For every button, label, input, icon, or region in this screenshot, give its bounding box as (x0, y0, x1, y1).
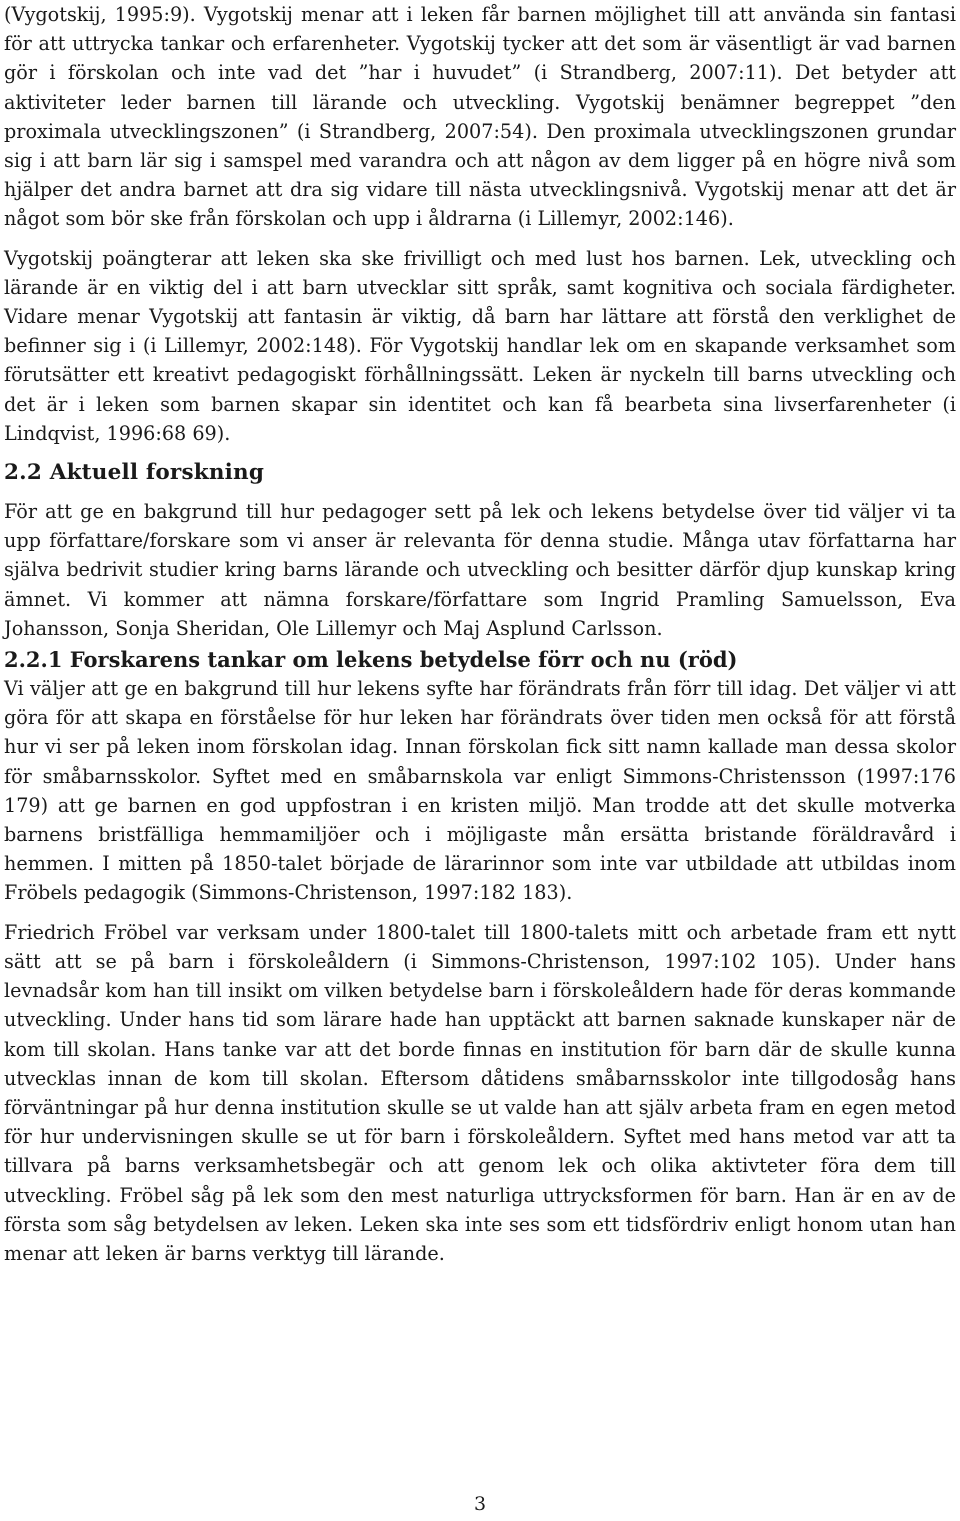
paragraph-spacer (4, 234, 956, 244)
paragraph-vygotskij-intro: (Vygotskij, 1995:9). Vygotskij menar att i leken får barnen möjlighet till att använda sin fantasi för att uttrycka tankar och erfarenheter. Vygotskij tycker att det som är väsentligt är vad barnen gör i förskolan och inte vad det ”har i huvudet” (i Strandberg, 2007:11). Det betyder att aktiviteter leder barnen till lärande och utveckling. Vygotskij benämner begreppet ”den proximala utvecklingszonen” (i Strandberg, 2007:54). Den proximala utvecklingszonen grundar sig i att barn lär sig i samspel med varandra och att någon av dem ligger på en högre nivå som hjälper det andra barnet att dra sig vidare till nästa utvecklingsnivå. Vygotskij menar att det är något som bör ske från förskolan och upp i åldrarna (i Lillemyr, 2002:146). (4, 3, 956, 231)
paragraph-frobel: Friedrich Fröbel var verksam under 1800-talet till 1800-talets mitt och arbetade fram ett nytt sätt att se på barn i förskoleåldern (i Simmons-Christenson, 1997:102 105). Under hans levnadsår kom han till insikt om vilken betydelse barn i förskoleåldern hade för deras kommande utveckling. Under hans tid som lärare hade han upptäckt att barnen saknade kunskaper när de kom till skolan. Hans tanke var att det borde finnas en institution för barn där de skulle kunna utvecklas innan de kom till skolan. Eftersom dåtidens småbarnsskolor inte tillgodosåg hans förväntningar på hur denna institution skulle se ut valde han att själv arbeta fram en egen metod för hur undervisningen skulle se ut för barn i förskoleåldern. Syftet med hans metod var att ta tillvara på barns verksamhetsbegär och att genom lek och olika aktivteter föra dem till utveckling. Fröbel såg på lek som den mest naturliga uttrycksformen för barn. Han är en av de första som såg betydelsen av leken. Leken ska inte ses som ett tidsfördriv enligt honom utan han menar att leken är barns verktyg till lärande. (4, 920, 956, 1265)
subsection-heading-forskarens-tankar: 2.2.1 Forskarens tankar om lekens betydelse förr och nu (röd) (4, 647, 738, 673)
section-heading-aktuell-forskning: 2.2 Aktuell forskning (4, 460, 265, 486)
paragraph-play-history: Vi väljer att ge en bakgrund till hur lekens syfte har förändrats från förr till idag. Det väljer vi att göra för att skapa en förståelse för hur leken har förändrats över tiden men också för att förstå hur vi ser på leken inom förskolan idag. Innan förskolan fick sitt namn kallade man dessa skolor för småbarnsskolor. Syftet med en småbarnskola var enligt Simmons-Christensson (1997:176 179) att ge barnen en god uppfostran i en kristen miljö. Man trodde att det skulle motverka barnens bristfälliga hemmamiljöer och i möjligaste mån ersätta bristande föräldravård i hemmen. I mitten på 1850-talet började de lärarinnor som inte var utbildade att utbildas inom Fröbels pedagogik (Simmons-Christenson, 1997:182 183). (4, 677, 956, 905)
paragraph-research-background: För att ge en bakgrund till hur pedagoger sett på lek och lekens betydelse över tid väljer vi ta upp författare/forskare som vi anser är relevanta för denna studie. Många utav författarna har själva bedrivit studier kring barns lärande och utveckling och besitter därför djup kunskap kring ämnet. Vi kommer att nämna forskare/författare som Ingrid Pramling Samuelsson, Eva Johansson, Sonja Sheridan, Ole Lillemyr och Maj Asplund Carlsson. (4, 500, 956, 640)
paragraph-vygotskij-play: Vygotskij poängterar att leken ska ske frivilligt och med lust hos barnen. Lek, utveckling och lärande är en viktig del i att barn utvecklar sitt språk, samt kognitiva och sociala färdigheter. Vidare menar Vygotskij att fantasin är viktig, då barn har lättare att förstå den verklighet de befinner sig i (i Lillemyr, 2002:148). För Vygotskij handlar lek om en skapande verksamhet som förutsätter ett kreativt pedagogiskt förhållningssätt. Leken är nyckeln till barns utveckling och det är i leken som barnen skapar sin identitet och kan få bearbeta sina livserfarenheter (i Lindqvist, 1996:68 69). (4, 246, 956, 445)
paragraph-spacer (4, 908, 956, 918)
page-number: 3 (473, 1493, 487, 1515)
document-page (4, 0, 956, 1268)
